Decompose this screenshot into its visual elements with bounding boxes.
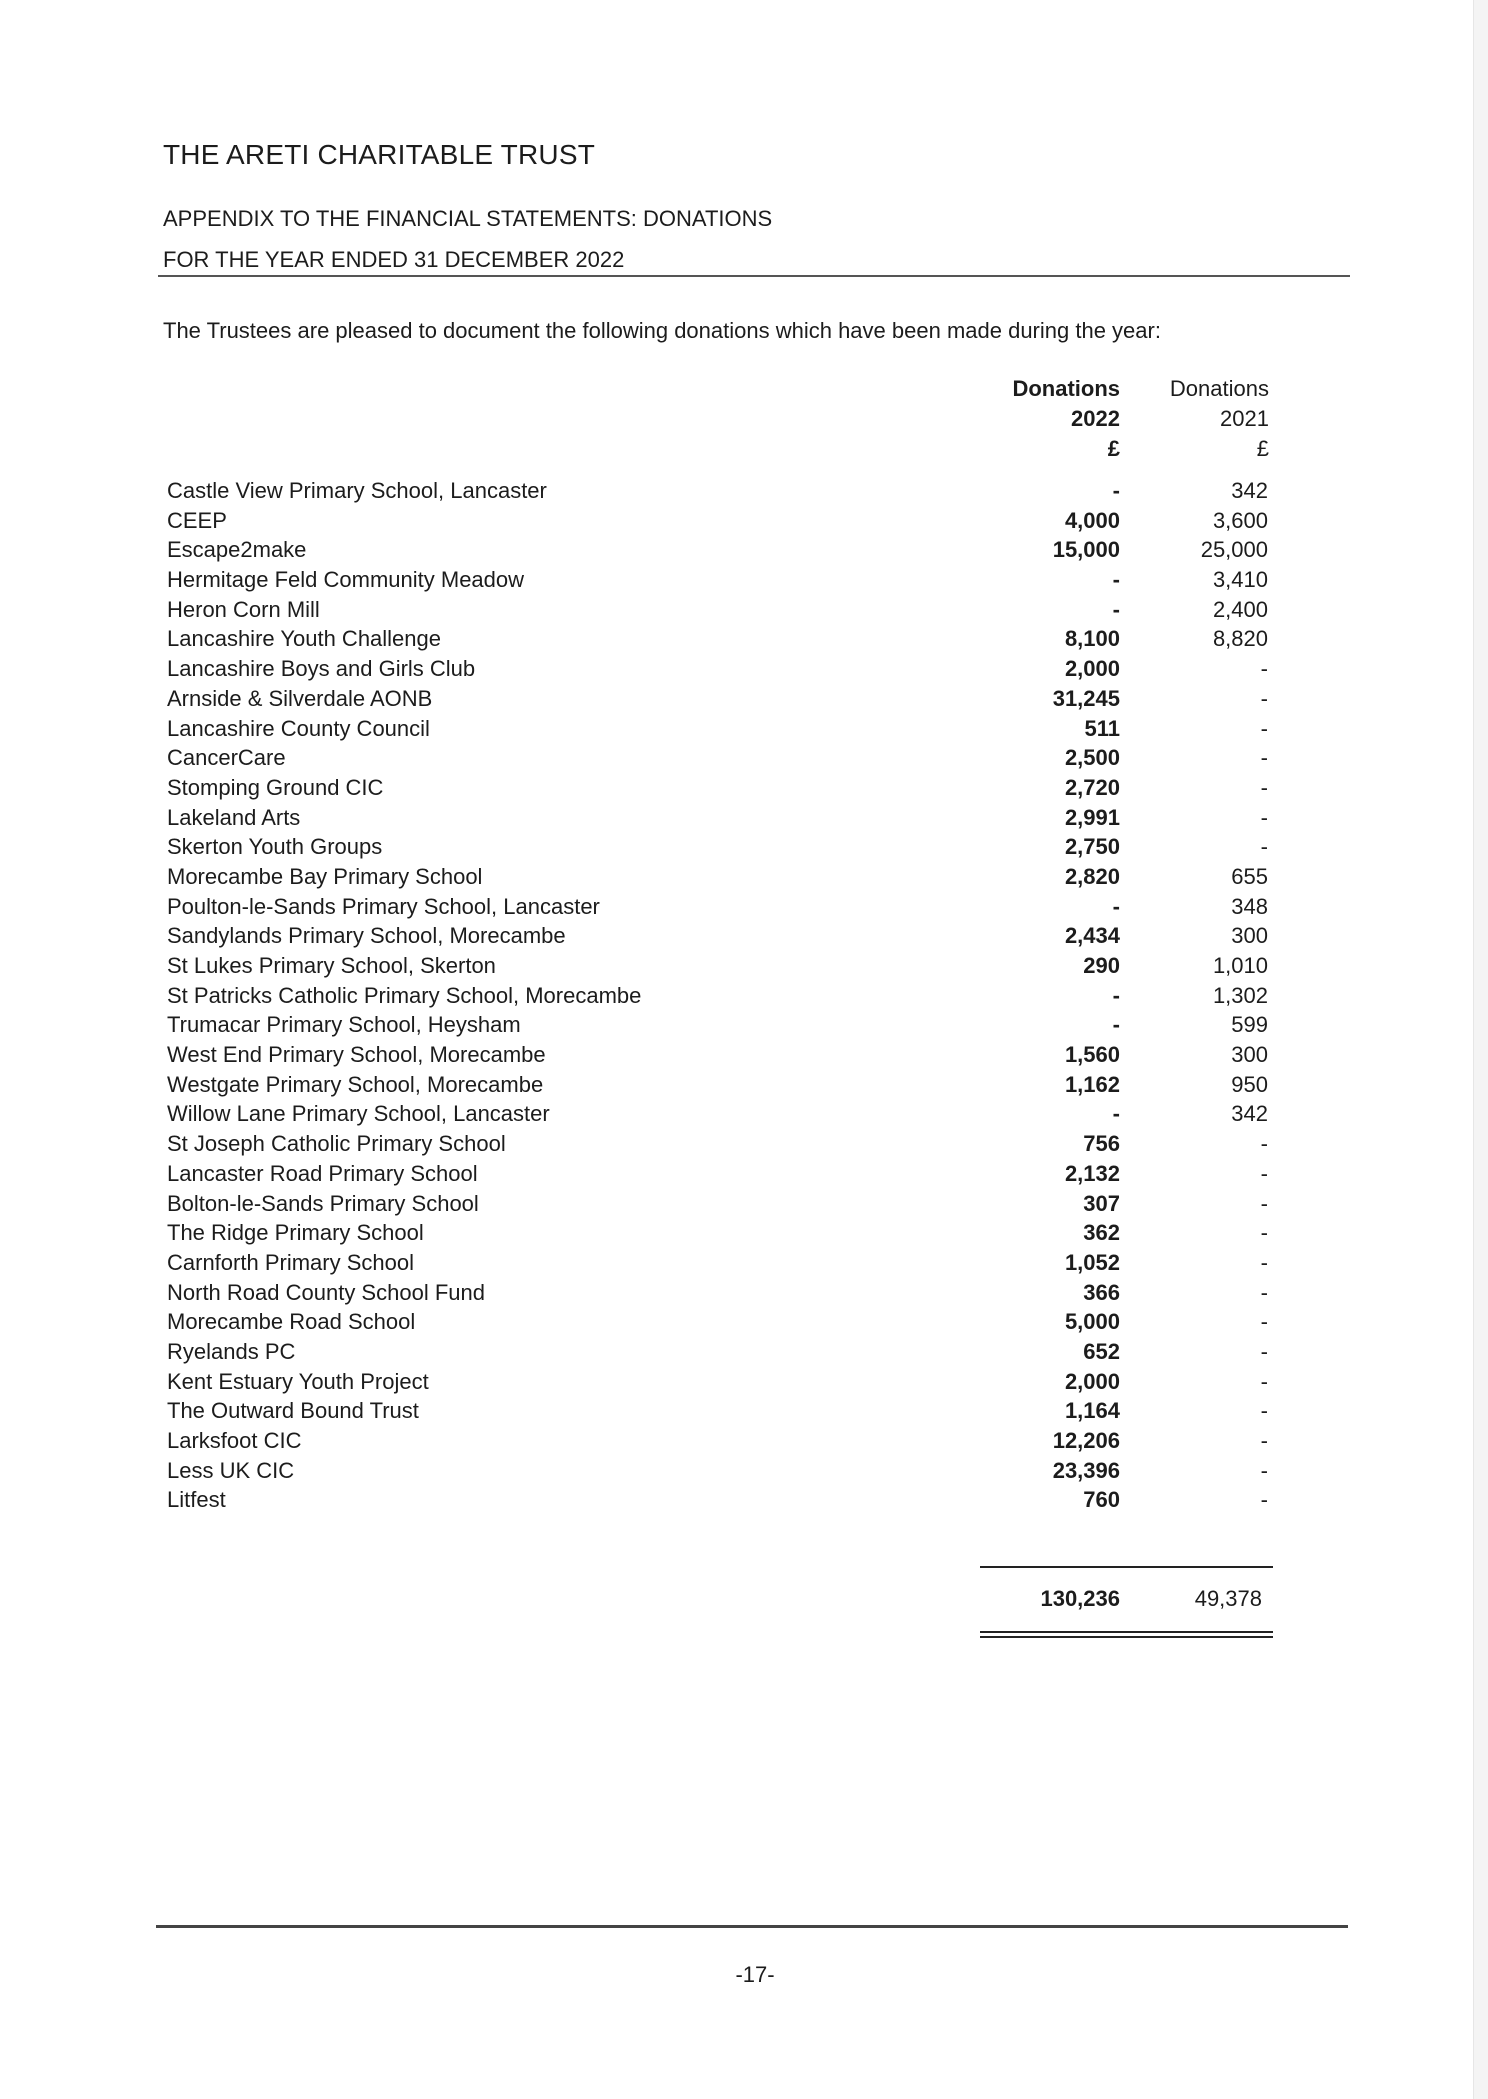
donation-2022: -: [1112, 893, 1120, 919]
column-header-year: 2021: [1220, 406, 1269, 431]
donation-2021: 348: [1231, 893, 1268, 919]
donation-2021: 1,302: [1212, 982, 1268, 1008]
donation-2022: 1,162: [1064, 1071, 1120, 1097]
footer-divider: [156, 1925, 1348, 1928]
donation-2022: -: [1112, 567, 1120, 593]
table-row: [0, 1010, 1488, 1040]
table-row: [0, 1070, 1488, 1100]
table-row: [0, 743, 1488, 773]
recipient-name: St Joseph Catholic Primary School: [167, 1131, 506, 1157]
donation-2022: 2,000: [1064, 1368, 1120, 1394]
column-header-unit: £: [1256, 436, 1269, 461]
recipient-name: CancerCare: [167, 745, 286, 771]
table-row: [0, 535, 1488, 565]
donation-2022: 5,000: [1064, 1309, 1120, 1335]
donation-2021: 2,400: [1212, 596, 1268, 622]
donation-2021: -: [1260, 745, 1268, 771]
table-row: [0, 1426, 1488, 1456]
donation-2022: 2,750: [1064, 834, 1120, 860]
table-row: [0, 714, 1488, 744]
recipient-name: Larksfoot CIC: [167, 1428, 302, 1453]
recipient-name: Carnforth Primary School: [167, 1249, 414, 1275]
table-row: [0, 565, 1488, 595]
donation-2021: -: [1260, 1368, 1268, 1394]
table-row: [0, 951, 1488, 981]
total-rule-single: [980, 1566, 1273, 1568]
table-row: [0, 892, 1488, 922]
donation-2022: -: [1112, 1012, 1120, 1038]
donation-2022: -: [1112, 982, 1120, 1008]
table-row: [0, 506, 1488, 536]
intro-text: The Trustees are pleased to document the following donations which have been made during the year:: [163, 318, 1161, 343]
table-row: [0, 773, 1488, 803]
recipient-name: The Outward Bound Trust: [167, 1398, 419, 1424]
table-row: [0, 1485, 1488, 1515]
donation-2021: -: [1260, 834, 1268, 860]
donation-2021: 342: [1231, 1101, 1268, 1127]
donation-2022: -: [1112, 1101, 1120, 1127]
donation-2022: 1,164: [1064, 1398, 1120, 1424]
table-row: [0, 654, 1488, 684]
donation-2021: -: [1260, 1279, 1268, 1305]
column-header-label: Donations: [1012, 376, 1120, 401]
table-row: [0, 595, 1488, 625]
recipient-name: Lakeland Arts: [167, 804, 301, 830]
donation-2021: -: [1260, 1131, 1268, 1157]
recipient-name: Castle View Primary School, Lancaster: [167, 478, 547, 503]
donation-2022: 2,720: [1064, 774, 1120, 800]
donation-2022: 2,132: [1064, 1160, 1120, 1186]
table-row: [0, 1337, 1488, 1367]
donation-2021: -: [1260, 1249, 1268, 1275]
donation-2021: 300: [1231, 1042, 1268, 1068]
recipient-name: Sandylands Primary School, Morecambe: [167, 923, 566, 949]
table-row: [0, 476, 1488, 506]
donation-2022: 2,820: [1064, 863, 1120, 889]
donation-2021: 300: [1231, 923, 1268, 949]
table-row: [0, 1218, 1488, 1248]
table-row: [0, 1099, 1488, 1129]
donation-2022: 8,100: [1064, 626, 1120, 652]
total-rule-double-lower: [980, 1636, 1273, 1638]
donation-2021: 3,600: [1212, 507, 1268, 533]
donation-2022: 4,000: [1064, 507, 1120, 533]
table-row: [0, 684, 1488, 714]
donation-2021: -: [1260, 804, 1268, 830]
donation-2022: 760: [1083, 1487, 1120, 1513]
donation-2021: -: [1260, 1398, 1268, 1424]
donation-2021: 950: [1231, 1071, 1268, 1097]
recipient-name: St Patricks Catholic Primary School, Morecambe: [167, 982, 642, 1008]
recipient-name: Heron Corn Mill: [167, 596, 320, 622]
donation-2021: -: [1260, 1338, 1268, 1364]
recipient-name: The Ridge Primary School: [167, 1220, 424, 1246]
donation-2022: 307: [1083, 1190, 1120, 1216]
table-row: [0, 803, 1488, 833]
recipient-name: Kent Estuary Youth Project: [167, 1368, 429, 1394]
table-row: [0, 1159, 1488, 1189]
donation-2022: 2,000: [1064, 656, 1120, 682]
recipient-name: CEEP: [167, 507, 227, 533]
donation-2021: 8,820: [1212, 626, 1268, 652]
recipient-name: Lancashire Youth Challenge: [167, 626, 442, 652]
recipient-name: Bolton-le-Sands Primary School: [167, 1190, 479, 1216]
column-header-2022: [990, 374, 1120, 464]
recipient-name: Stomping Ground CIC: [167, 774, 384, 800]
recipient-name: Lancashire County Council: [167, 715, 430, 741]
table-row: [0, 832, 1488, 862]
donation-2022: -: [1112, 596, 1120, 622]
donation-2021: -: [1260, 1190, 1268, 1216]
donation-2021: -: [1260, 656, 1268, 682]
column-header-year: 2022: [1071, 406, 1120, 431]
donation-2022: 756: [1083, 1131, 1120, 1157]
table-row: [0, 1307, 1488, 1337]
header-divider: [158, 275, 1350, 277]
donation-2022: 366: [1083, 1279, 1120, 1305]
donation-2022: 2,434: [1064, 923, 1120, 949]
donation-2021: -: [1260, 1220, 1268, 1246]
total-2021: 49,378: [1194, 1586, 1262, 1611]
table-row: [0, 1040, 1488, 1070]
donation-2021: -: [1260, 1487, 1268, 1513]
donation-2022: 31,245: [1052, 685, 1120, 711]
donation-2022: 12,206: [1052, 1428, 1120, 1453]
donation-2022: 23,396: [1052, 1457, 1120, 1483]
donation-2022: 511: [1084, 715, 1120, 741]
table-row: [0, 862, 1488, 892]
donation-2022: 1,560: [1064, 1042, 1120, 1068]
recipient-name: Morecambe Bay Primary School: [167, 863, 483, 889]
donation-2022: 362: [1083, 1220, 1120, 1246]
table-row: [0, 1248, 1488, 1278]
donation-2021: 1,010: [1212, 953, 1268, 978]
total-2022: 130,236: [1040, 1586, 1120, 1611]
donation-2021: -: [1260, 1309, 1268, 1335]
donation-2021: 599: [1231, 1012, 1268, 1038]
donation-2022: 290: [1083, 953, 1120, 978]
recipient-name: Litfest: [167, 1487, 226, 1513]
period-subtitle: FOR THE YEAR ENDED 31 DECEMBER 2022: [163, 247, 625, 272]
recipient-name: St Lukes Primary School, Skerton: [167, 953, 496, 978]
recipient-name: Lancaster Road Primary School: [167, 1160, 478, 1186]
recipient-name: Less UK CIC: [167, 1457, 295, 1483]
table-row: [0, 1367, 1488, 1397]
donation-2022: 2,500: [1064, 745, 1120, 771]
appendix-subtitle: APPENDIX TO THE FINANCIAL STATEMENTS: DONATIONS: [163, 206, 773, 231]
table-row: [0, 981, 1488, 1011]
table-row: [0, 1278, 1488, 1308]
recipient-name: Poulton-le-Sands Primary School, Lancaster: [167, 893, 600, 919]
donation-2021: 342: [1231, 478, 1268, 503]
recipient-name: Escape2make: [167, 537, 307, 563]
table-row: [0, 1189, 1488, 1219]
donation-2022: 15,000: [1052, 537, 1120, 563]
donation-2021: -: [1260, 774, 1268, 800]
recipient-name: Lancashire Boys and Girls Club: [167, 656, 476, 682]
recipient-name: North Road County School Fund: [167, 1279, 485, 1305]
column-header-label: Donations: [1169, 376, 1269, 401]
donation-2021: -: [1260, 715, 1268, 741]
recipient-name: Arnside & Silverdale AONB: [167, 685, 433, 711]
total-rule-double-upper: [980, 1631, 1273, 1633]
donation-2021: -: [1260, 1160, 1268, 1186]
recipient-name: Hermitage Feld Community Meadow: [167, 567, 525, 593]
donation-2022: 1,052: [1064, 1249, 1120, 1275]
donation-2022: -: [1112, 478, 1120, 503]
column-header-unit: £: [1107, 436, 1120, 461]
donation-2021: 3,410: [1212, 567, 1268, 593]
donation-2022: 652: [1083, 1338, 1120, 1364]
column-header-2021: [1140, 374, 1269, 464]
donations-table-body: [0, 476, 1488, 1515]
recipient-name: Morecambe Road School: [167, 1309, 416, 1335]
recipient-name: Westgate Primary School, Morecambe: [167, 1071, 544, 1097]
recipient-name: Trumacar Primary School, Heysham: [167, 1012, 521, 1038]
donation-2021: -: [1260, 1457, 1268, 1483]
org-title: THE ARETI CHARITABLE TRUST: [163, 139, 596, 170]
table-row: [0, 1129, 1488, 1159]
donation-2022: 2,991: [1064, 804, 1120, 830]
recipient-name: Skerton Youth Groups: [167, 834, 383, 860]
donation-2021: -: [1260, 685, 1268, 711]
recipient-name: Willow Lane Primary School, Lancaster: [167, 1101, 550, 1127]
recipient-name: Ryelands PC: [167, 1338, 296, 1364]
page-number: -17-: [735, 1962, 775, 1987]
table-row: [0, 624, 1488, 654]
table-row: [0, 1396, 1488, 1426]
donation-2021: -: [1260, 1428, 1268, 1453]
table-row: [0, 1456, 1488, 1486]
donation-2021: 655: [1231, 863, 1268, 889]
donation-2021: 25,000: [1200, 537, 1268, 563]
recipient-name: West End Primary School, Morecambe: [167, 1042, 546, 1068]
table-row: [0, 921, 1488, 951]
